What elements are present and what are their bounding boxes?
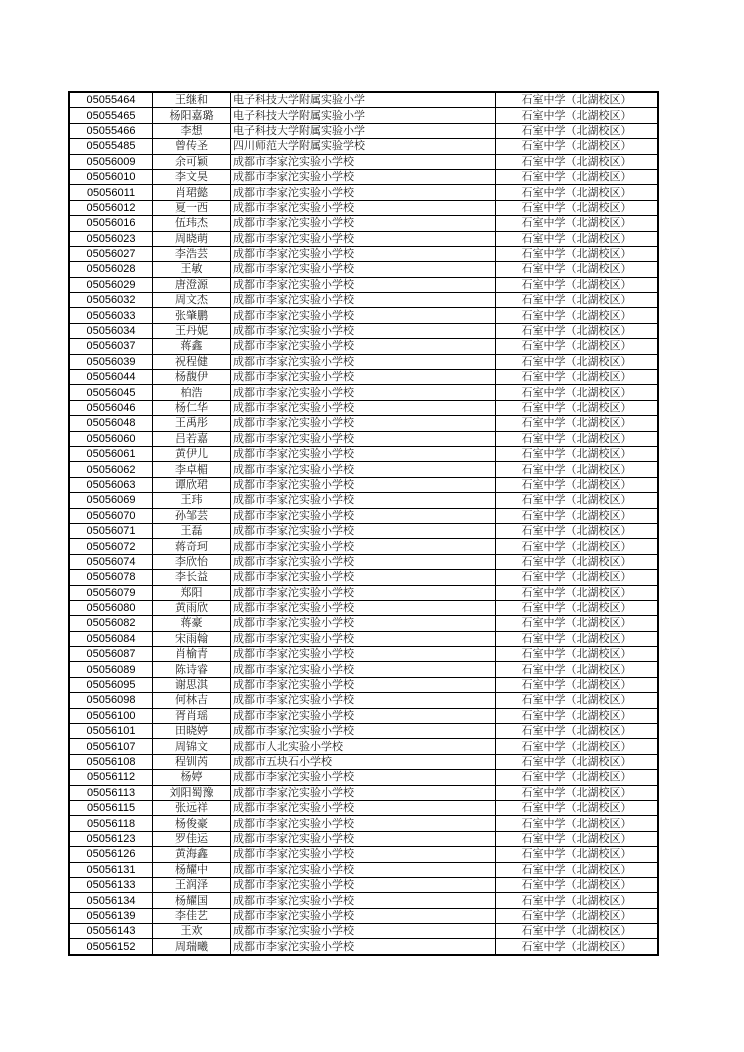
primary-school-cell: 成都市李家沱实验小学校 — [231, 631, 496, 646]
table-row — [69, 554, 658, 569]
primary-school-cell: 成都市李家沱实验小学校 — [231, 708, 496, 723]
student-name-cell: 李佳艺 — [153, 908, 231, 923]
admitted-school-cell: 石室中学（北湖校区） — [496, 385, 659, 400]
student-name-cell: 王继和 — [153, 92, 231, 108]
student-id-cell: 05056027 — [69, 246, 153, 261]
student-id-cell: 05056133 — [69, 877, 153, 892]
student-name-cell: 黄雨欣 — [153, 600, 231, 615]
admitted-school-cell: 石室中学（北湖校区） — [496, 508, 659, 523]
primary-school-cell: 成都市李家沱实验小学校 — [231, 862, 496, 877]
student-name-cell: 肖珺懿 — [153, 185, 231, 200]
student-name-cell: 蒋鑫 — [153, 339, 231, 354]
table-row — [69, 277, 658, 292]
table-row — [69, 477, 658, 492]
table-row — [69, 585, 658, 600]
student-name-cell: 黄海鑫 — [153, 847, 231, 862]
primary-school-cell: 成都市李家沱实验小学校 — [231, 323, 496, 338]
student-name-cell: 张远祥 — [153, 800, 231, 815]
admitted-school-cell: 石室中学（北湖校区） — [496, 600, 659, 615]
primary-school-cell: 成都市李家沱实验小学校 — [231, 523, 496, 538]
student-name-cell: 肖榆青 — [153, 647, 231, 662]
student-name-cell: 黄伊儿 — [153, 446, 231, 461]
student-id-cell: 05056037 — [69, 339, 153, 354]
admitted-school-cell: 石室中学（北湖校区） — [496, 677, 659, 692]
student-id-cell: 05056101 — [69, 724, 153, 739]
admitted-school-cell: 石室中学（北湖校区） — [496, 154, 659, 169]
admitted-school-cell: 石室中学（北湖校区） — [496, 523, 659, 538]
primary-school-cell: 电子科技大学附属实验小学 — [231, 108, 496, 123]
student-name-cell: 吕若嘉 — [153, 431, 231, 446]
student-id-cell: 05056079 — [69, 585, 153, 600]
admitted-school-cell: 石室中学（北湖校区） — [496, 539, 659, 554]
admitted-school-cell: 石室中学（北湖校区） — [496, 739, 659, 754]
student-name-cell: 王丹妮 — [153, 323, 231, 338]
student-id-cell: 05056078 — [69, 570, 153, 585]
student-name-cell: 刘阳蜀豫 — [153, 785, 231, 800]
table-row — [69, 724, 658, 739]
table-row — [69, 862, 658, 877]
student-name-cell: 夏一西 — [153, 200, 231, 215]
student-id-cell: 05056072 — [69, 539, 153, 554]
admitted-school-cell: 石室中学（北湖校区） — [496, 847, 659, 862]
table-row — [69, 92, 658, 108]
table-row — [69, 400, 658, 415]
table-row — [69, 770, 658, 785]
student-name-cell: 孙邹芸 — [153, 508, 231, 523]
student-id-cell: 05056074 — [69, 554, 153, 569]
admitted-school-cell: 石室中学（北湖校区） — [496, 585, 659, 600]
primary-school-cell: 成都市李家沱实验小学校 — [231, 216, 496, 231]
primary-school-cell: 成都市李家沱实验小学校 — [231, 939, 496, 955]
student-name-cell: 杨耀中 — [153, 862, 231, 877]
student-name-cell: 王禹彤 — [153, 416, 231, 431]
table-row — [69, 262, 658, 277]
table-row — [69, 708, 658, 723]
primary-school-cell: 成都市李家沱实验小学校 — [231, 693, 496, 708]
student-id-cell: 05056152 — [69, 939, 153, 955]
student-name-cell: 王磊 — [153, 523, 231, 538]
table-row — [69, 493, 658, 508]
table-row — [69, 939, 658, 955]
student-id-cell: 05056112 — [69, 770, 153, 785]
admitted-school-cell: 石室中学（北湖校区） — [496, 416, 659, 431]
student-id-cell: 05056098 — [69, 693, 153, 708]
student-name-cell: 蒋奇珂 — [153, 539, 231, 554]
student-name-cell: 何林吉 — [153, 693, 231, 708]
primary-school-cell: 成都市李家沱实验小学校 — [231, 847, 496, 862]
student-id-cell: 05056089 — [69, 662, 153, 677]
admitted-school-cell: 石室中学（北湖校区） — [496, 570, 659, 585]
student-id-cell: 05056069 — [69, 493, 153, 508]
primary-school-cell: 成都市李家沱实验小学校 — [231, 200, 496, 215]
student-id-cell: 05056046 — [69, 400, 153, 415]
admitted-school-cell: 石室中学（北湖校区） — [496, 92, 659, 108]
student-name-cell: 杨耀国 — [153, 893, 231, 908]
primary-school-cell: 成都市李家沱实验小学校 — [231, 816, 496, 831]
primary-school-cell: 成都市人北实验小学校 — [231, 739, 496, 754]
student-name-cell: 杨馥伊 — [153, 370, 231, 385]
student-name-cell: 罗佳运 — [153, 831, 231, 846]
table-row — [69, 323, 658, 338]
admission-roster-table — [68, 91, 659, 956]
primary-school-cell: 电子科技大学附属实验小学 — [231, 92, 496, 108]
table-row — [69, 231, 658, 246]
table-row — [69, 508, 658, 523]
student-name-cell: 祝程健 — [153, 354, 231, 369]
table-row — [69, 893, 658, 908]
table-row — [69, 385, 658, 400]
student-id-cell: 05056139 — [69, 908, 153, 923]
table-row — [69, 169, 658, 184]
table-row — [69, 154, 658, 169]
student-name-cell: 余可颖 — [153, 154, 231, 169]
student-id-cell: 05056113 — [69, 785, 153, 800]
student-id-cell: 05055465 — [69, 108, 153, 123]
student-name-cell: 李欣怡 — [153, 554, 231, 569]
table-row — [69, 185, 658, 200]
primary-school-cell: 成都市李家沱实验小学校 — [231, 877, 496, 892]
student-name-cell: 周晓萌 — [153, 231, 231, 246]
table-row — [69, 446, 658, 461]
student-id-cell: 05056033 — [69, 308, 153, 323]
admitted-school-cell: 石室中学（北湖校区） — [496, 169, 659, 184]
table-row — [69, 877, 658, 892]
primary-school-cell: 电子科技大学附属实验小学 — [231, 123, 496, 138]
primary-school-cell: 四川师范大学附属实验学校 — [231, 139, 496, 154]
student-name-cell: 曾传圣 — [153, 139, 231, 154]
table-row — [69, 647, 658, 662]
student-id-cell: 05056126 — [69, 847, 153, 862]
student-id-cell: 05056107 — [69, 739, 153, 754]
table-row — [69, 354, 658, 369]
student-name-cell: 王润泽 — [153, 877, 231, 892]
primary-school-cell: 成都市李家沱实验小学校 — [231, 169, 496, 184]
table-row — [69, 308, 658, 323]
student-id-cell: 05056131 — [69, 862, 153, 877]
student-name-cell: 谢思淇 — [153, 677, 231, 692]
student-id-cell: 05056034 — [69, 323, 153, 338]
admitted-school-cell: 石室中学（北湖校区） — [496, 339, 659, 354]
primary-school-cell: 成都市李家沱实验小学校 — [231, 493, 496, 508]
primary-school-cell: 成都市李家沱实验小学校 — [231, 246, 496, 261]
student-id-cell: 05056011 — [69, 185, 153, 200]
student-id-cell: 05056010 — [69, 169, 153, 184]
primary-school-cell: 成都市李家沱实验小学校 — [231, 924, 496, 939]
primary-school-cell: 成都市李家沱实验小学校 — [231, 831, 496, 846]
primary-school-cell: 成都市李家沱实验小学校 — [231, 385, 496, 400]
table-row — [69, 847, 658, 862]
primary-school-cell: 成都市李家沱实验小学校 — [231, 893, 496, 908]
student-id-cell: 05056118 — [69, 816, 153, 831]
primary-school-cell: 成都市李家沱实验小学校 — [231, 662, 496, 677]
primary-school-cell: 成都市李家沱实验小学校 — [231, 431, 496, 446]
table-row — [69, 139, 658, 154]
primary-school-cell: 成都市李家沱实验小学校 — [231, 185, 496, 200]
student-id-cell: 05056071 — [69, 523, 153, 538]
table-row — [69, 570, 658, 585]
admitted-school-cell: 石室中学（北湖校区） — [496, 939, 659, 955]
primary-school-cell: 成都市李家沱实验小学校 — [231, 724, 496, 739]
student-name-cell: 陈诗睿 — [153, 662, 231, 677]
table-row — [69, 123, 658, 138]
student-name-cell: 王欢 — [153, 924, 231, 939]
student-id-cell: 05056045 — [69, 385, 153, 400]
student-id-cell: 05056134 — [69, 893, 153, 908]
table-row — [69, 370, 658, 385]
table-row — [69, 416, 658, 431]
admitted-school-cell: 石室中学（北湖校区） — [496, 708, 659, 723]
student-name-cell: 伍玮杰 — [153, 216, 231, 231]
admitted-school-cell: 石室中学（北湖校区） — [496, 770, 659, 785]
table-row — [69, 523, 658, 538]
admitted-school-cell: 石室中学（北湖校区） — [496, 108, 659, 123]
student-id-cell: 05056100 — [69, 708, 153, 723]
student-id-cell: 05056029 — [69, 277, 153, 292]
admitted-school-cell: 石室中学（北湖校区） — [496, 139, 659, 154]
student-name-cell: 唐澄源 — [153, 277, 231, 292]
student-id-cell: 05055466 — [69, 123, 153, 138]
admitted-school-cell: 石室中学（北湖校区） — [496, 323, 659, 338]
admitted-school-cell: 石室中学（北湖校区） — [496, 924, 659, 939]
admitted-school-cell: 石室中学（北湖校区） — [496, 693, 659, 708]
admitted-school-cell: 石室中学（北湖校区） — [496, 185, 659, 200]
student-id-cell: 05056044 — [69, 370, 153, 385]
student-id-cell: 05056060 — [69, 431, 153, 446]
student-name-cell: 程钏芮 — [153, 754, 231, 769]
primary-school-cell: 成都市李家沱实验小学校 — [231, 416, 496, 431]
student-id-cell: 05056063 — [69, 477, 153, 492]
admitted-school-cell: 石室中学（北湖校区） — [496, 262, 659, 277]
admitted-school-cell: 石室中学（北湖校区） — [496, 908, 659, 923]
admitted-school-cell: 石室中学（北湖校区） — [496, 277, 659, 292]
primary-school-cell: 成都市李家沱实验小学校 — [231, 477, 496, 492]
table-row — [69, 616, 658, 631]
admitted-school-cell: 石室中学（北湖校区） — [496, 293, 659, 308]
student-id-cell: 05056084 — [69, 631, 153, 646]
admitted-school-cell: 石室中学（北湖校区） — [496, 631, 659, 646]
table-row — [69, 785, 658, 800]
table-row — [69, 831, 658, 846]
table-row — [69, 339, 658, 354]
student-id-cell: 05056012 — [69, 200, 153, 215]
primary-school-cell: 成都市李家沱实验小学校 — [231, 231, 496, 246]
student-name-cell: 柏浩 — [153, 385, 231, 400]
admitted-school-cell: 石室中学（北湖校区） — [496, 493, 659, 508]
admitted-school-cell: 石室中学（北湖校区） — [496, 354, 659, 369]
admitted-school-cell: 石室中学（北湖校区） — [496, 200, 659, 215]
student-name-cell: 蒋豪 — [153, 616, 231, 631]
student-id-cell: 05056143 — [69, 924, 153, 939]
student-id-cell: 05056115 — [69, 800, 153, 815]
table-row — [69, 462, 658, 477]
admitted-school-cell: 石室中学（北湖校区） — [496, 246, 659, 261]
admitted-school-cell: 石室中学（北湖校区） — [496, 754, 659, 769]
admitted-school-cell: 石室中学（北湖校区） — [496, 123, 659, 138]
student-id-cell: 05056082 — [69, 616, 153, 631]
student-id-cell: 05056108 — [69, 754, 153, 769]
table-row — [69, 693, 658, 708]
student-id-cell: 05056032 — [69, 293, 153, 308]
primary-school-cell: 成都市李家沱实验小学校 — [231, 400, 496, 415]
primary-school-cell: 成都市李家沱实验小学校 — [231, 677, 496, 692]
primary-school-cell: 成都市李家沱实验小学校 — [231, 785, 496, 800]
table-row — [69, 216, 658, 231]
student-name-cell: 王敏 — [153, 262, 231, 277]
admitted-school-cell: 石室中学（北湖校区） — [496, 231, 659, 246]
student-name-cell: 李卓楣 — [153, 462, 231, 477]
student-name-cell: 李长益 — [153, 570, 231, 585]
student-name-cell: 杨婷 — [153, 770, 231, 785]
admitted-school-cell: 石室中学（北湖校区） — [496, 400, 659, 415]
student-name-cell: 李文昊 — [153, 169, 231, 184]
primary-school-cell: 成都市李家沱实验小学校 — [231, 293, 496, 308]
table-row — [69, 908, 658, 923]
primary-school-cell: 成都市李家沱实验小学校 — [231, 277, 496, 292]
primary-school-cell: 成都市李家沱实验小学校 — [231, 647, 496, 662]
admitted-school-cell: 石室中学（北湖校区） — [496, 862, 659, 877]
admitted-school-cell: 石室中学（北湖校区） — [496, 216, 659, 231]
table-row — [69, 108, 658, 123]
table-row — [69, 662, 658, 677]
primary-school-cell: 成都市李家沱实验小学校 — [231, 308, 496, 323]
primary-school-cell: 成都市李家沱实验小学校 — [231, 462, 496, 477]
student-id-cell: 05056009 — [69, 154, 153, 169]
admitted-school-cell: 石室中学（北湖校区） — [496, 308, 659, 323]
student-id-cell: 05056061 — [69, 446, 153, 461]
student-id-cell: 05056070 — [69, 508, 153, 523]
admitted-school-cell: 石室中学（北湖校区） — [496, 816, 659, 831]
student-name-cell: 张肇鹏 — [153, 308, 231, 323]
student-id-cell: 05056095 — [69, 677, 153, 692]
table-row — [69, 816, 658, 831]
admitted-school-cell: 石室中学（北湖校区） — [496, 662, 659, 677]
table-row — [69, 246, 658, 261]
student-id-cell: 05056023 — [69, 231, 153, 246]
primary-school-cell: 成都市李家沱实验小学校 — [231, 770, 496, 785]
admitted-school-cell: 石室中学（北湖校区） — [496, 554, 659, 569]
primary-school-cell: 成都市李家沱实验小学校 — [231, 508, 496, 523]
primary-school-cell: 成都市李家沱实验小学校 — [231, 262, 496, 277]
student-name-cell: 周瑞曦 — [153, 939, 231, 955]
student-name-cell: 周文杰 — [153, 293, 231, 308]
primary-school-cell: 成都市李家沱实验小学校 — [231, 539, 496, 554]
student-name-cell: 杨仁华 — [153, 400, 231, 415]
primary-school-cell: 成都市李家沱实验小学校 — [231, 600, 496, 615]
table-row — [69, 754, 658, 769]
student-id-cell: 05055485 — [69, 139, 153, 154]
student-name-cell: 郑阳 — [153, 585, 231, 600]
primary-school-cell: 成都市李家沱实验小学校 — [231, 800, 496, 815]
student-id-cell: 05056048 — [69, 416, 153, 431]
student-id-cell: 05056087 — [69, 647, 153, 662]
student-id-cell: 05056080 — [69, 600, 153, 615]
admitted-school-cell: 石室中学（北湖校区） — [496, 893, 659, 908]
table-row — [69, 631, 658, 646]
admitted-school-cell: 石室中学（北湖校区） — [496, 370, 659, 385]
admitted-school-cell: 石室中学（北湖校区） — [496, 785, 659, 800]
primary-school-cell: 成都市李家沱实验小学校 — [231, 446, 496, 461]
student-name-cell: 周锦文 — [153, 739, 231, 754]
student-id-cell: 05056028 — [69, 262, 153, 277]
student-id-cell: 05056039 — [69, 354, 153, 369]
primary-school-cell: 成都市李家沱实验小学校 — [231, 354, 496, 369]
admitted-school-cell: 石室中学（北湖校区） — [496, 477, 659, 492]
student-id-cell: 05056016 — [69, 216, 153, 231]
table-row — [69, 600, 658, 615]
table-row — [69, 539, 658, 554]
admitted-school-cell: 石室中学（北湖校区） — [496, 616, 659, 631]
table-row — [69, 200, 658, 215]
table-row — [69, 677, 658, 692]
admitted-school-cell: 石室中学（北湖校区） — [496, 462, 659, 477]
student-id-cell: 05055464 — [69, 92, 153, 108]
student-name-cell: 李浩芸 — [153, 246, 231, 261]
student-name-cell: 田晓婷 — [153, 724, 231, 739]
student-name-cell: 宋雨翰 — [153, 631, 231, 646]
student-id-cell: 05056123 — [69, 831, 153, 846]
admitted-school-cell: 石室中学（北湖校区） — [496, 877, 659, 892]
admitted-school-cell: 石室中学（北湖校区） — [496, 647, 659, 662]
admitted-school-cell: 石室中学（北湖校区） — [496, 724, 659, 739]
primary-school-cell: 成都市李家沱实验小学校 — [231, 616, 496, 631]
student-name-cell: 王玮 — [153, 493, 231, 508]
table-row — [69, 924, 658, 939]
primary-school-cell: 成都市李家沱实验小学校 — [231, 570, 496, 585]
admitted-school-cell: 石室中学（北湖校区） — [496, 446, 659, 461]
student-id-cell: 05056062 — [69, 462, 153, 477]
table-row — [69, 739, 658, 754]
table-row — [69, 431, 658, 446]
table-row — [69, 293, 658, 308]
primary-school-cell: 成都市李家沱实验小学校 — [231, 554, 496, 569]
primary-school-cell: 成都市李家沱实验小学校 — [231, 154, 496, 169]
admitted-school-cell: 石室中学（北湖校区） — [496, 800, 659, 815]
admitted-school-cell: 石室中学（北湖校区） — [496, 831, 659, 846]
student-name-cell: 杨阳嘉璐 — [153, 108, 231, 123]
primary-school-cell: 成都市五块石小学校 — [231, 754, 496, 769]
primary-school-cell: 成都市李家沱实验小学校 — [231, 339, 496, 354]
roster-body — [69, 92, 658, 955]
student-name-cell: 杨俊豪 — [153, 816, 231, 831]
admitted-school-cell: 石室中学（北湖校区） — [496, 431, 659, 446]
table-row — [69, 800, 658, 815]
primary-school-cell: 成都市李家沱实验小学校 — [231, 908, 496, 923]
student-name-cell: 李想 — [153, 123, 231, 138]
primary-school-cell: 成都市李家沱实验小学校 — [231, 370, 496, 385]
student-name-cell: 胥肖瑶 — [153, 708, 231, 723]
primary-school-cell: 成都市李家沱实验小学校 — [231, 585, 496, 600]
student-name-cell: 谭欣珺 — [153, 477, 231, 492]
